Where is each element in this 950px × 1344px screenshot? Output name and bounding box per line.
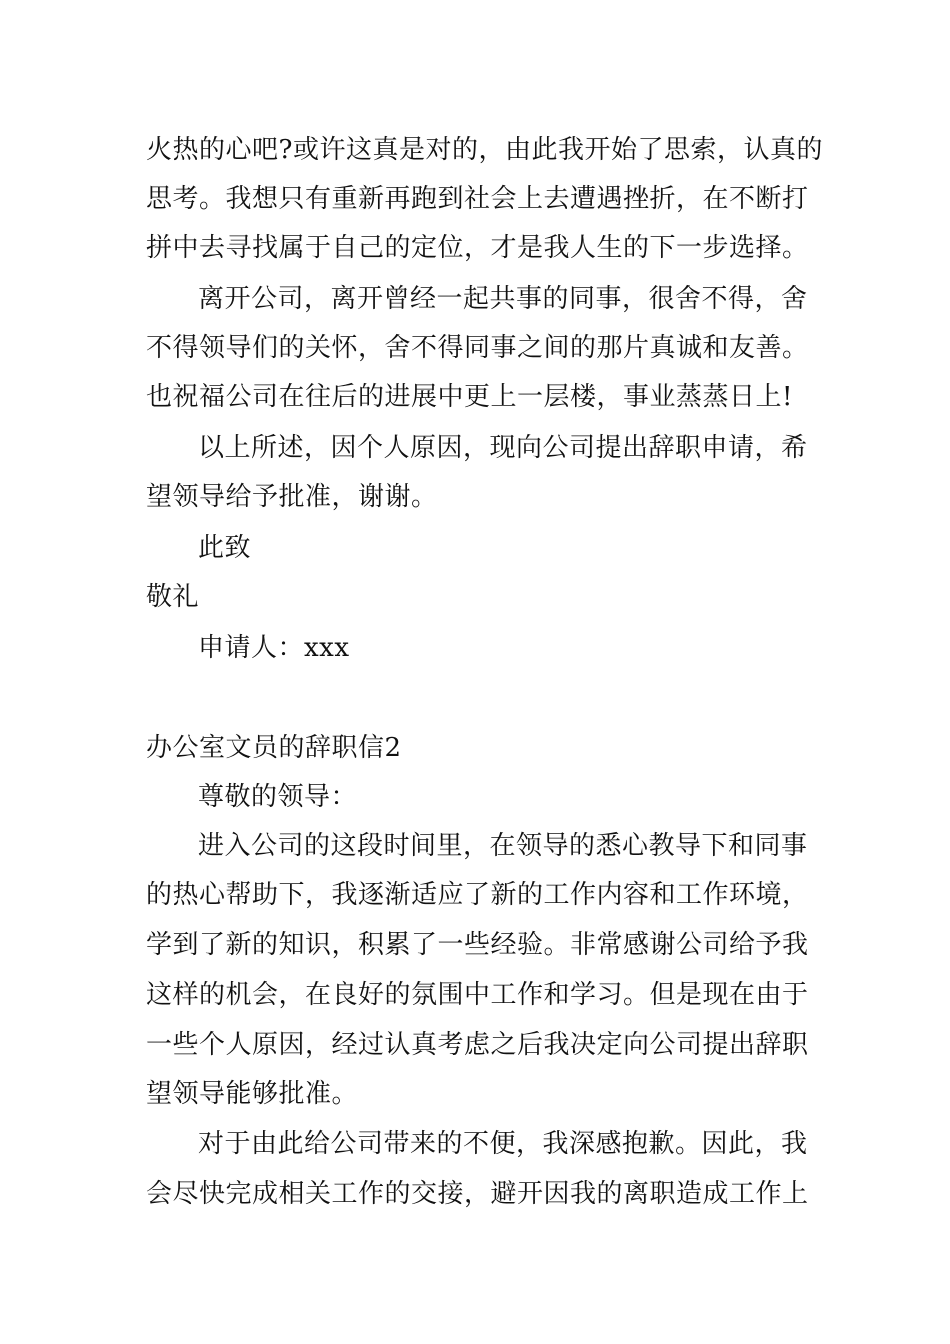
body-text-line: 思考。我想只有重新再跑到社会上去遭遇挫折，在不断打 <box>146 184 809 214</box>
body-text-line: 的热心帮助下，我逐渐适应了新的工作内容和工作环境， <box>146 880 809 910</box>
paragraph-first-line: 以上所述，因个人原因，现向公司提出辞职申请，希 <box>198 433 808 463</box>
letter-greeting: 尊敬的领导： <box>198 782 358 812</box>
body-text-line: 一些个人原因，经过认真考虑之后我决定向公司提出辞职 <box>146 1030 809 1060</box>
body-text-line: 会尽快完成相关工作的交接，避开因我的离职造成工作上 <box>146 1179 809 1209</box>
applicant-signature: 申请人：xxx <box>198 633 350 663</box>
closing-salutation: 此致 <box>198 533 252 563</box>
body-text-line: 拼中去寻找属于自己的定位，才是我人生的下一步选择。 <box>146 233 809 263</box>
section-title: 办公室文员的辞职信2 <box>146 733 402 763</box>
paragraph-first-line: 对于由此给公司带来的不便，我深感抱歉。因此，我 <box>198 1129 808 1159</box>
body-text-line: 望领导能够批准。 <box>146 1079 359 1109</box>
body-text-line: 火热的心吧?或许这真是对的，由此我开始了思索，认真的 <box>146 135 823 165</box>
body-text-line: 望领导给予批准，谢谢。 <box>146 482 438 512</box>
body-text-line: 学到了新的知识，积累了一些经验。非常感谢公司给予我 <box>146 930 809 960</box>
body-text-line: 也祝福公司在往后的进展中更上一层楼，事业蒸蒸日上! <box>146 382 793 412</box>
paragraph-first-line: 离开公司，离开曾经一起共事的同事，很舍不得，舍 <box>198 284 808 314</box>
closing-regards: 敬礼 <box>146 582 200 612</box>
body-text-line: 这样的机会，在良好的氛围中工作和学习。但是现在由于 <box>146 980 809 1010</box>
body-text-line: 不得领导们的关怀，舍不得同事之间的那片真诚和友善。 <box>146 333 809 363</box>
paragraph-first-line: 进入公司的这段时间里，在领导的悉心教导下和同事 <box>198 831 808 861</box>
